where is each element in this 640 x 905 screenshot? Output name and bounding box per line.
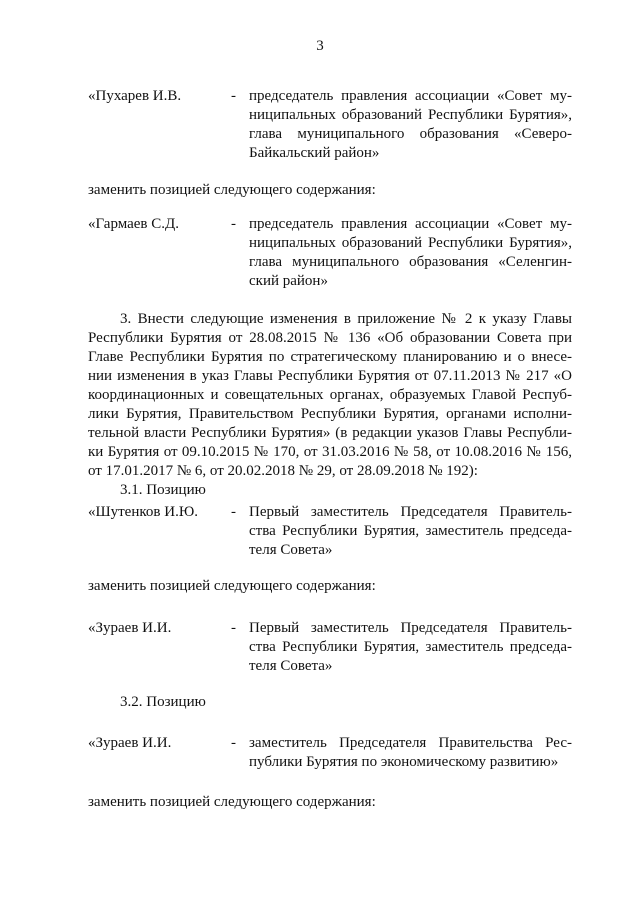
entry-dash: - xyxy=(231,735,236,751)
position-entry-garmaev xyxy=(88,215,572,291)
paragraph-line: лики Бурятия, Правительством Республики Бурятия, органами исполни- xyxy=(88,406,572,422)
paragraph-line: Республики Бурятия от 28.08.2015 № 136 «Об образовании Совета при xyxy=(88,330,572,346)
paragraph-line: тельной власти Республики Бурятия» (в редакции указов Главы Республи- xyxy=(88,425,572,441)
entry-dash: - xyxy=(231,620,236,636)
description-line: публики Бурятия по экономическому развитию» xyxy=(249,754,559,770)
entry-description xyxy=(249,734,572,772)
replace-phrase: заменить позицией следующего содержания: xyxy=(88,182,376,198)
entry-person-name: «Гармаев С.Д. xyxy=(88,216,180,232)
description-line: ства Республики Бурятия, заместитель председа- xyxy=(249,639,572,655)
paragraph-line: Главе Республики Бурятия по стратегическому планированию и о внесе- xyxy=(88,349,572,365)
replace-phrase: заменить позицией следующего содержания: xyxy=(88,578,376,594)
entry-dash: - xyxy=(231,216,236,232)
description-line: глава муниципального образования «Северо- xyxy=(249,126,572,142)
entry-person-name: «Пухарев И.В. xyxy=(88,88,182,104)
description-line: Первый заместитель Председателя Правитель- xyxy=(249,620,572,636)
replace-phrase: заменить позицией следующего содержания: xyxy=(88,794,376,810)
entry-description xyxy=(249,503,572,560)
page-number: 3 xyxy=(316,38,324,54)
description-line: ниципальных образований Республики Бурятия», xyxy=(249,107,572,123)
paragraph-line: от 17.01.2017 № 6, от 20.02.2018 № 29, от 28.09.2018 № 192): xyxy=(88,463,478,479)
paragraph-line: 3. Внести следующие изменения в приложение № 2 к указу Главы xyxy=(120,311,572,327)
entry-person-name: «Шутенков И.Ю. xyxy=(88,504,198,520)
description-line: председатель правления ассоциации «Совет му- xyxy=(249,216,572,232)
position-entry-zuraev-deputy xyxy=(88,734,572,772)
entry-dash: - xyxy=(231,504,236,520)
position-entry-pukharev xyxy=(88,87,572,163)
description-line: теля Совета» xyxy=(249,542,333,558)
subsection-3-1: 3.1. Позицию xyxy=(120,482,206,498)
paragraph-line: ки Бурятия от 09.10.2015 № 170, от 31.03.2016 № 58, от 10.08.2016 № 156, xyxy=(88,444,572,460)
paragraph-line: координационных и совещательных органах, образуемых Главой Респуб- xyxy=(88,387,572,403)
entry-description xyxy=(249,87,572,163)
entry-dash: - xyxy=(231,88,236,104)
description-line: Байкальский район» xyxy=(249,145,380,161)
description-line: Первый заместитель Председателя Правитель- xyxy=(249,504,572,520)
description-line: заместитель Председателя Правительства Рес- xyxy=(249,735,572,751)
entry-description xyxy=(249,215,572,291)
paragraph-line: нии изменения в указ Главы Республики Бурятия от 07.11.2013 № 217 «О xyxy=(88,368,572,384)
description-line: ский район» xyxy=(249,273,328,289)
description-line: теля Совета» xyxy=(249,658,333,674)
entry-person-name: «Зураев И.И. xyxy=(88,620,172,636)
position-entry-shutenkov xyxy=(88,503,572,560)
description-line: ниципальных образований Республики Бурятия», xyxy=(249,235,572,251)
entry-description xyxy=(249,619,572,676)
paragraph-3 xyxy=(88,310,572,481)
subsection-3-2: 3.2. Позицию xyxy=(120,694,206,710)
position-entry-zuraev-first-deputy xyxy=(88,619,572,676)
description-line: ства Республики Бурятия, заместитель председа- xyxy=(249,523,572,539)
entry-person-name: «Зураев И.И. xyxy=(88,735,172,751)
description-line: глава муниципального образования «Селенгин- xyxy=(249,254,572,270)
description-line: председатель правления ассоциации «Совет му- xyxy=(249,88,572,104)
